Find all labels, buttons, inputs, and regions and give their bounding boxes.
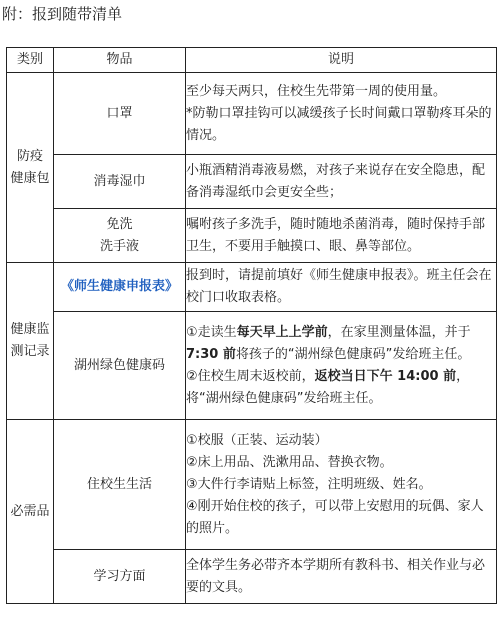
category-essentials: 必需品	[7, 420, 54, 604]
header-row	[7, 48, 497, 73]
table-row	[7, 550, 497, 604]
description-wipes: 小瓶酒精消毒液易燃，对孩子来说存在安全隐患，配备消毒湿纸巾会更安全些；	[186, 155, 497, 209]
description-mask: 至少每天两只，住校生先带第一周的使用量。 *防勒口罩挂钩可以减缓孩子长时间戴口罩勒疼耳朵的情况。	[186, 73, 497, 155]
item-health-code: 湖州绿色健康码	[54, 312, 186, 420]
table-row	[7, 155, 497, 209]
table-row	[7, 420, 497, 550]
description-sanitizer: 嘱咐孩子多洗手，随时随地杀菌消毒，随时保持手部卫生，不要用手触摸口、眼、鼻等部位。	[186, 209, 497, 263]
item-health-form: 《师生健康申报表》	[54, 263, 186, 312]
table-row	[7, 73, 497, 155]
checklist-table	[6, 47, 497, 604]
column-header-item: 物品	[54, 48, 186, 73]
description-health-code: ①走读生每天早上上学前，在家里测量体温，并于7:30 前将孩子的“湖州绿色健康码”发给班主任。 ②住校生周末返校前，返校当日下午 14:00 前，将“湖州绿色健康码”发给班主任。	[186, 312, 497, 420]
item-study: 学习方面	[54, 550, 186, 604]
description-health-form: 报到时，请提前填好《师生健康申报表》。班主任会在校门口收取表格。	[186, 263, 497, 312]
table-row	[7, 263, 497, 312]
table-row	[7, 312, 497, 420]
item-wipes: 消毒湿巾	[54, 155, 186, 209]
item-boarding-life: 住校生生活	[54, 420, 186, 550]
column-header-category: 类别	[7, 48, 54, 73]
description-study: 全体学生务必带齐本学期所有教科书、相关作业与必要的文具。	[186, 550, 497, 604]
column-header-description: 说明	[186, 48, 497, 73]
category-epidemic-kit: 防疫 健康包	[7, 73, 54, 263]
page-heading: 附：报到随带清单	[2, 5, 123, 23]
category-health-record: 健康监 测记录	[7, 263, 54, 420]
item-mask: 口罩	[54, 73, 186, 155]
item-sanitizer: 免洗 洗手液	[54, 209, 186, 263]
table-row	[7, 209, 497, 263]
description-boarding-life: ①校服（正装、运动装） ②床上用品、洗漱用品、替换衣物。 ③大件行李请贴上标签，注明班级、姓名。 ④刚开始住校的孩子，可以带上安慰用的玩偶、家人的照片。	[186, 420, 497, 550]
